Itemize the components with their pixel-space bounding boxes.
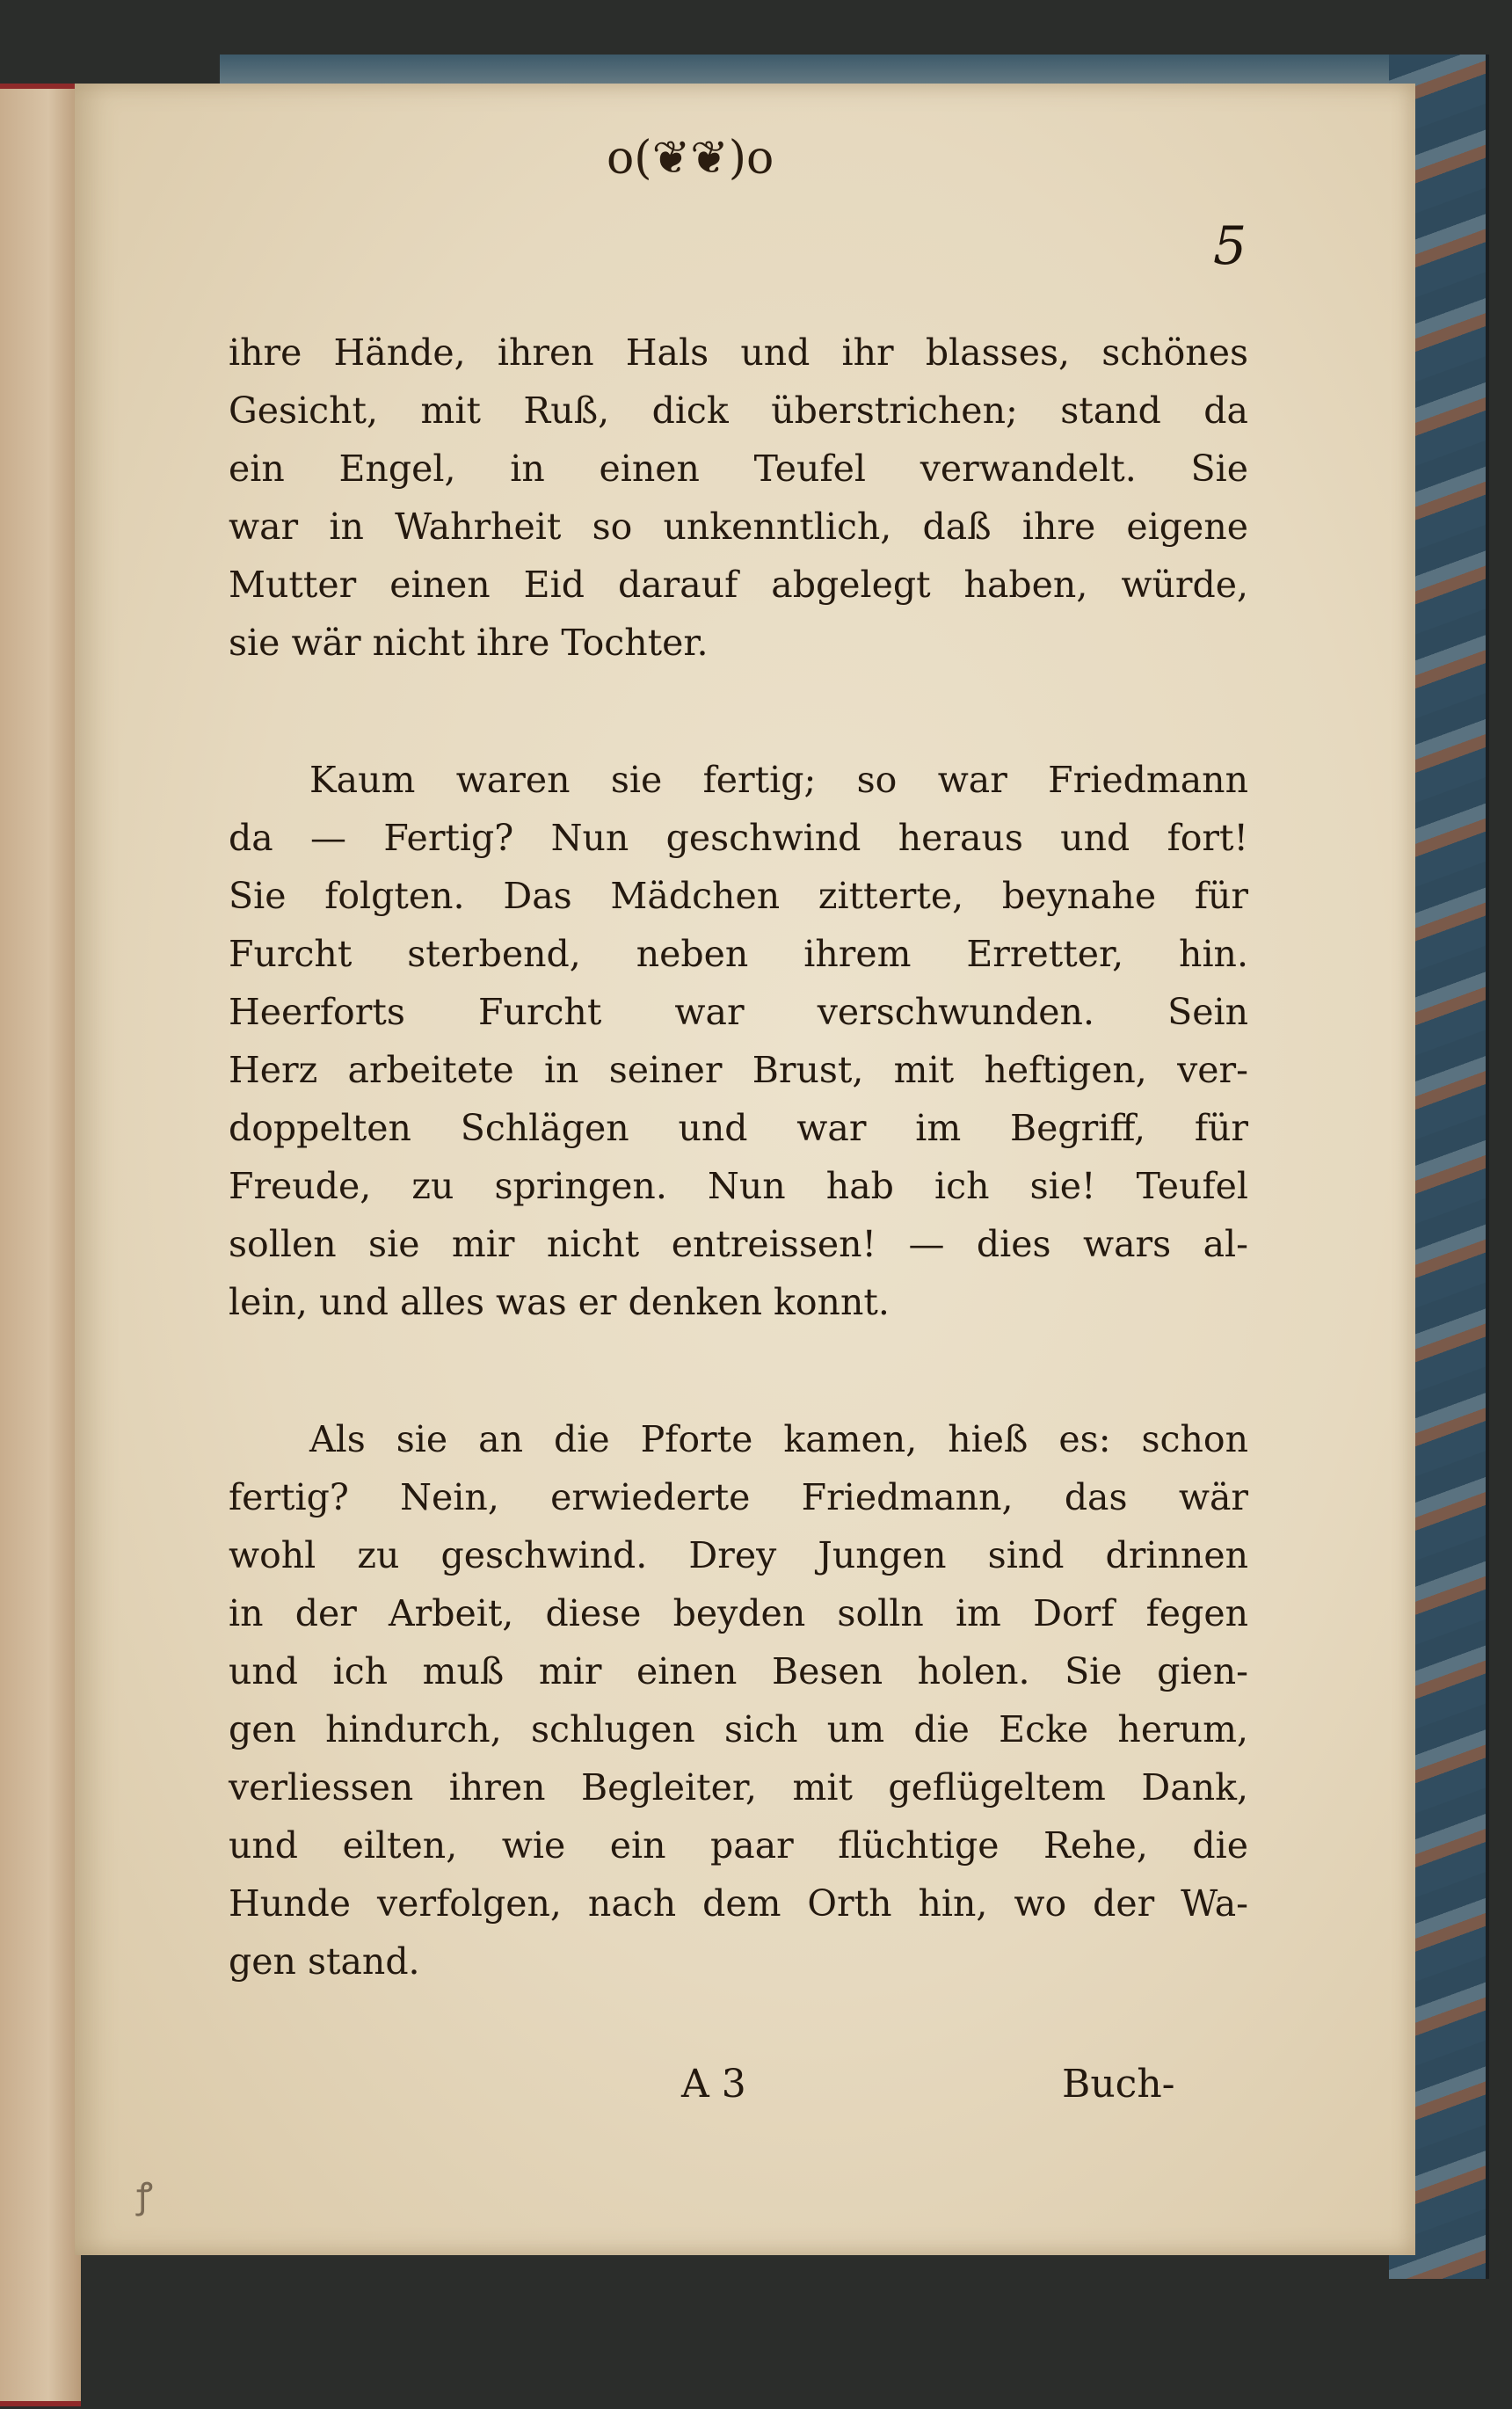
text-line: sollen sie mir nicht entreissen! — dies wars al-	[229, 1223, 1248, 1265]
text-line: gen stand.	[229, 1940, 420, 1983]
text-line: Kaum waren sie fertig; so war Friedmann	[309, 759, 1248, 801]
text-line: Freude, zu springen. Nun hab ich sie! Teufel	[229, 1165, 1248, 1207]
text-line: fertig? Nein, erwiederte Friedmann, das wär	[229, 1476, 1248, 1518]
catchword: Buch-	[1062, 2062, 1175, 2107]
text-line: ein Engel, in einen Teufel verwandelt. Sie	[229, 448, 1248, 490]
text-line: gen hindurch, schlugen sich um die Ecke herum,	[229, 1708, 1248, 1750]
text-line: Furcht sterbend, neben ihrem Erretter, hin.	[229, 933, 1248, 975]
page-number: 5	[1213, 215, 1247, 277]
text-line: ihre Hände, ihren Hals und ihr blasses, schönes	[229, 331, 1248, 374]
signature-mark: A 3	[681, 2062, 746, 2107]
text-line: doppelten Schlägen und war im Begriff, für	[229, 1107, 1248, 1149]
paragraph-2	[229, 751, 1248, 1331]
text-line: sie wär nicht ihre Tochter.	[229, 622, 709, 664]
text-line: wohl zu geschwind. Drey Jungen sind drinnen	[229, 1534, 1248, 1576]
text-line: Sie folgten. Das Mädchen zitterte, beynahe für	[229, 875, 1248, 917]
text-line: war in Wahrheit so unkenntlich, daß ihre eigene	[229, 506, 1248, 548]
pencil-mark-icon: ꝭ	[136, 2176, 153, 2216]
header-ornament: o(❦❦)o	[607, 132, 774, 185]
text-line: Mutter einen Eid darauf abgelegt haben, würde,	[229, 564, 1248, 606]
text-line: Heerforts Furcht war verschwunden. Sein	[229, 991, 1248, 1033]
page-text	[229, 324, 1248, 1991]
text-line: Als sie an die Pforte kamen, hieß es: schon	[309, 1418, 1248, 1460]
paragraph-1	[229, 324, 1248, 672]
text-line: Herz arbeitete in seiner Brust, mit heftigen, ver-	[229, 1049, 1248, 1091]
text-line: Gesicht, mit Ruß, dick überstrichen; stand da	[229, 389, 1248, 432]
text-line: Hunde verfolgen, nach dem Orth hin, wo der Wa-	[229, 1882, 1248, 1925]
paragraph-3	[229, 1410, 1248, 1991]
text-line: und ich muß mir einen Besen holen. Sie gien-	[229, 1650, 1248, 1692]
left-page-edge	[0, 84, 81, 2406]
text-line: lein, und alles was er denken konnt.	[229, 1281, 890, 1323]
text-line: in der Arbeit, diese beyden solln im Dorf fegen	[229, 1592, 1248, 1634]
text-line: und eilten, wie ein paar flüchtige Rehe, die	[229, 1824, 1248, 1867]
text-line: da — Fertig? Nun geschwind heraus und fort!	[229, 817, 1248, 859]
text-line: verliessen ihren Begleiter, mit geflügeltem Dank,	[229, 1766, 1248, 1809]
